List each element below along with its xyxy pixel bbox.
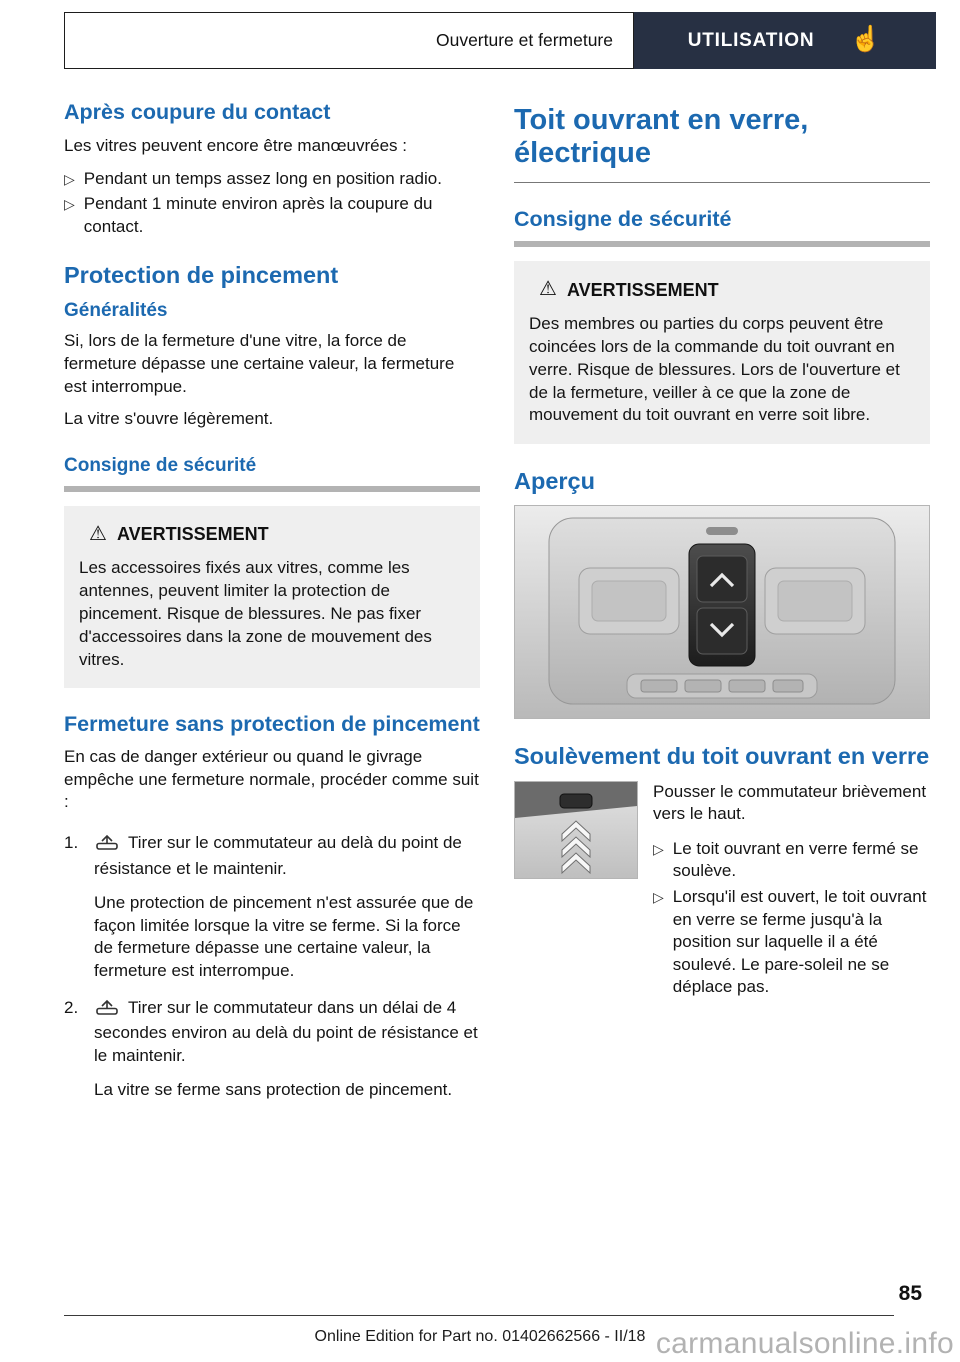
list-item [653,838,930,883]
heading-toit-ouvrant: Toit ouvrant en verre, électrique [514,104,930,183]
heading-apres-coupure: Après coupure du contact [64,100,331,124]
warning-title [529,276,915,303]
paragraph: Pousser le commutateur brièvement vers le haut. [653,781,927,824]
section-tab [634,12,936,69]
step-number: 1. [64,832,79,852]
section-fermeture-sans-protection [64,712,480,1102]
list-item-text: Pendant 1 minute environ après la coupure du contact. [83,194,433,236]
pointing-hand-icon: ☝ [850,25,883,53]
warning-box [514,261,930,444]
step-note: La vitre se ferme sans protection de pincement. [94,1080,453,1100]
bullet-triangle-icon: ▷ [653,840,664,857]
right-column [514,100,930,1120]
section-toit-ouvrant [514,104,930,183]
section-apercu [514,468,930,719]
content-columns [64,100,930,1120]
left-column [64,100,480,1120]
warning-box [64,506,480,689]
watermark: carmanualsonline.info [655,1327,954,1360]
bullet-triangle-icon: ▷ [64,196,75,213]
overhead-console-photo [514,505,930,719]
list-item-text: Lorsqu'il est ouvert, le toit ouvrant en verre se ferme jusqu'à la position sur laquelle il a été soulevé. Le pare-soleil ne se déplace pas. [672,887,927,997]
paragraph: Si, lors de la fermeture d'une vitre, la force de fermeture dépasse une certaine valeur, la fermeture est interrompue. [64,331,455,396]
section-apres-coupure [64,100,480,238]
list-item-text: Le toit ouvrant en verre fermé se soulève. [672,838,919,881]
bullet-triangle-icon: ▷ [64,170,75,187]
warning-text: Des membres ou parties du corps peuvent être coincées lors de la commande du toit ouvrant en verre. Risque de blessures. Lors de l'ouverture et de la fermeture, veiller à ce que la zone de mouvement du toit ouvrant en verre soit libre. [529,314,900,425]
bullet-triangle-icon: ▷ [653,889,664,906]
step-item-2 [64,997,480,1102]
section-tab-label: UTILISATION [687,29,815,51]
soulevement-block [514,781,930,1002]
warning-title [79,521,465,548]
section-divider [64,486,480,492]
page-number: 85 [898,1282,922,1305]
step-body [94,832,480,983]
list-item [64,168,480,191]
window-switch-pull-icon [94,833,120,858]
warning-triangle-icon: ⚠ [539,278,557,301]
section-consigne-securite-left [64,455,480,688]
section-soulevement [514,743,930,1002]
heading-generalites: Généralités [64,299,168,321]
heading-protection-pincement: Protection de pincement [64,262,339,289]
step-number: 2. [64,997,79,1017]
heading-fermeture-sans-protection: Fermeture sans protection de pincement [64,712,480,737]
list-item-text: Pendant un temps assez long en position radio. [83,168,442,188]
window-switch-pull-icon [94,998,120,1023]
warning-triangle-icon: ⚠ [89,522,107,545]
list-item [64,193,480,238]
paragraph: Les vitres peuvent encore être manœuvrées : [64,135,407,155]
soulevement-text [653,781,930,1002]
section-divider [514,241,930,247]
list-item [653,886,930,999]
edition-note: Online Edition for Part no. 01402662566 - II/18 [314,1328,646,1345]
step-body [94,997,480,1102]
section-consigne-securite-right [514,207,930,445]
step-item-1 [64,832,480,983]
paragraph: En cas de danger extérieur ou quand le givrage empêche une fermeture normale, procéder comme suit : [64,747,479,812]
step-text: Tirer sur le commutateur au delà du point de résistance et le maintenir. [94,832,462,878]
heading-apercu: Aperçu [514,468,595,495]
step-note: Une protection de pincement n'est assurée que de façon limitée lorsque la vitre se ferme. Si la force de fermeture dépasse une certaine valeur, la fermeture est interrompue. [94,893,474,980]
switch-push-up-photo [514,781,638,1002]
warning-title-label: AVERTISSEMENT [116,524,269,544]
breadcrumb [64,12,634,69]
warning-text: Les accessoires fixés aux vitres, comme les antennes, peuvent limiter la protection de pincement. Risque de blessures. Ne pas fixer d'accessoires dans la zone de mouvement des vitres. [79,558,432,669]
footer-divider [64,1315,894,1316]
heading-consigne-securite: Consigne de sécurité [64,454,257,476]
breadcrumb-label: Ouverture et fermeture [435,30,613,50]
paragraph: La vitre s'ouvre légèrement. [64,409,274,429]
section-protection-pincement [64,262,480,430]
heading-soulevement: Soulèvement du toit ouvrant en verre [514,743,930,770]
warning-title-label: AVERTISSEMENT [566,279,719,300]
step-text: Tirer sur le commutateur dans un délai de 4 secondes environ au delà du point de résistance et le maintenir. [94,997,478,1065]
page-header [64,12,936,69]
heading-consigne-securite: Consigne de sécurité [514,206,732,231]
